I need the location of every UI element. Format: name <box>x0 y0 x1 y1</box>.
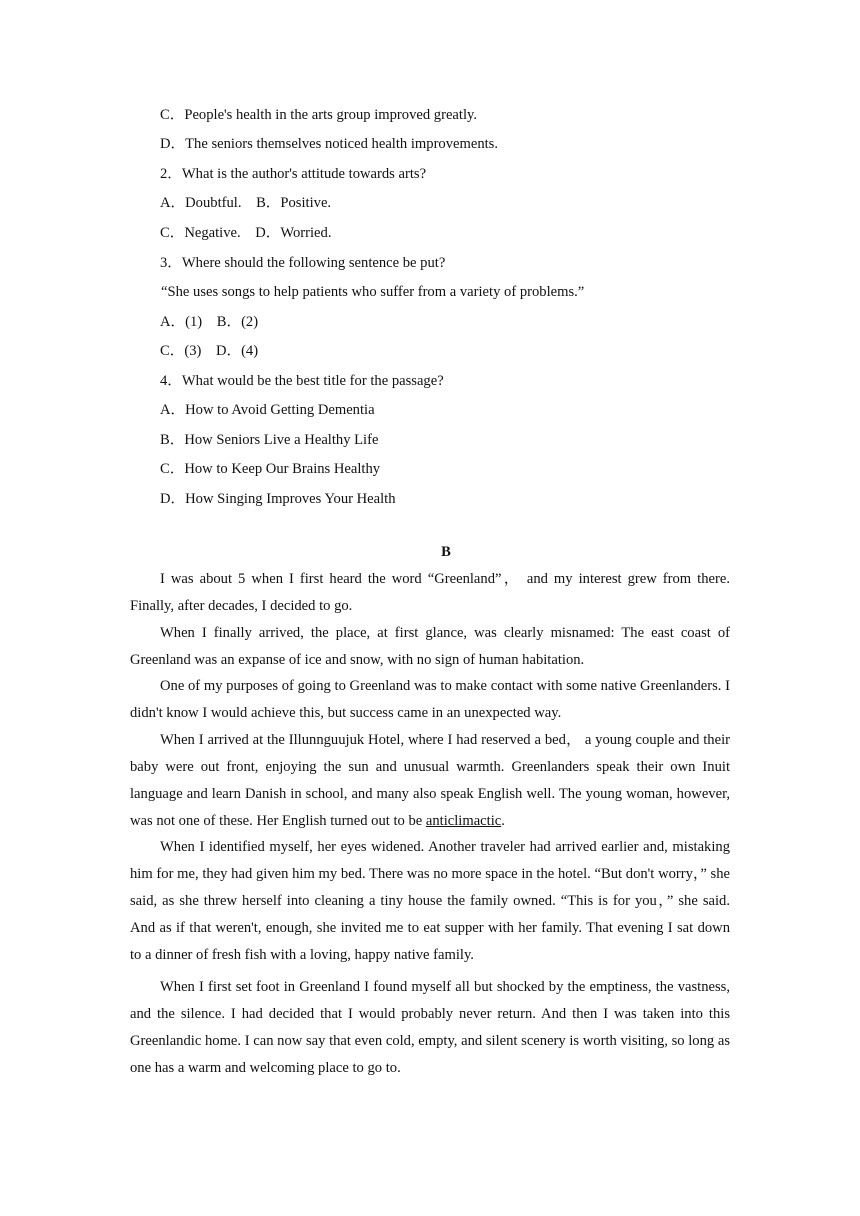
underlined-word: anticlimactic <box>425 813 502 829</box>
passage-paragraph-2: When I finally arrived, the place, at first glance, was clearly misnamed: The east coast of Greenland was an expanse of ice and snow, with no sign of human habitation. <box>130 625 730 668</box>
q2-stem: 2．What is the author's attitude towards arts? <box>160 166 427 182</box>
q3-options-ab: A．(1) B．(2) <box>160 314 259 330</box>
q3-quoted-sentence: “She uses songs to help patients who suffer from a variety of problems.” <box>161 284 585 300</box>
passage-paragraph-3: One of my purposes of going to Greenland was to make contact with some native Greenlanders. I didn't know I would achieve this, but success came in an unexpected way. <box>130 678 730 721</box>
q4-option-d: D．How Singing Improves Your Health <box>160 491 396 507</box>
q3-options-cd: C．(3) D．(4) <box>160 343 259 359</box>
q3-stem: 3．Where should the following sentence be put? <box>160 255 446 271</box>
q4-stem: 4．What would be the best title for the passage? <box>160 373 444 389</box>
passage-paragraph-4 <box>130 727 730 835</box>
section-title: B <box>441 544 451 560</box>
paragraph-4-end: . <box>501 813 505 829</box>
q4-option-a: A．How to Avoid Getting Dementia <box>160 402 375 418</box>
q2-options-cd: C．Negative. D．Worried. <box>160 225 332 241</box>
passage-paragraph-1: I was about 5 when I first heard the word “Greenland”， and my interest grew from there. Finally, after decades, I decided to go. <box>130 571 730 614</box>
q1-option-d: D．The seniors themselves noticed health improvements. <box>160 136 499 152</box>
paragraph-4-text: When I arrived at the Illunnguujuk Hotel, where I had reserved a bed， a young couple and their baby were out front, enjoying the sun and unusual warmth. Greenlanders speak their own Inuit language and learn Danish in school, and many also speak English well. The young woman, however, was not one of these. Her English turned out to be <box>130 732 730 829</box>
q4-option-c: C．How to Keep Our Brains Healthy <box>160 461 381 477</box>
q2-options-ab: A．Doubtful. B．Positive. <box>160 195 332 211</box>
passage-paragraph-6: When I first set foot in Greenland I found myself all but shocked by the emptiness, the vastness, and the silence. I had decided that I would probably never return. And then I was taken into this Greenlandic home. I can now say that even cold, empty, and silent scenery is worth visiting, so long as one has a warm and welcoming place to go to. <box>130 979 730 1076</box>
q4-option-b: B．How Seniors Live a Healthy Life <box>160 432 379 448</box>
q1-option-c: C．People's health in the arts group improved greatly. <box>160 107 478 123</box>
passage-paragraph-5: When I identified myself, her eyes widened. Another traveler had arrived earlier and, mistaking him for me, they had given him my bed. There was no more space in the hotel. “But don't worry，” she said, as she threw herself into cleaning a tiny house the family owned. “This is for you，” she said. And as if that weren't, enough, she invited me to eat supper with her family. That evening I sat down to a dinner of fresh fish with a loving, happy native family. <box>130 839 730 963</box>
